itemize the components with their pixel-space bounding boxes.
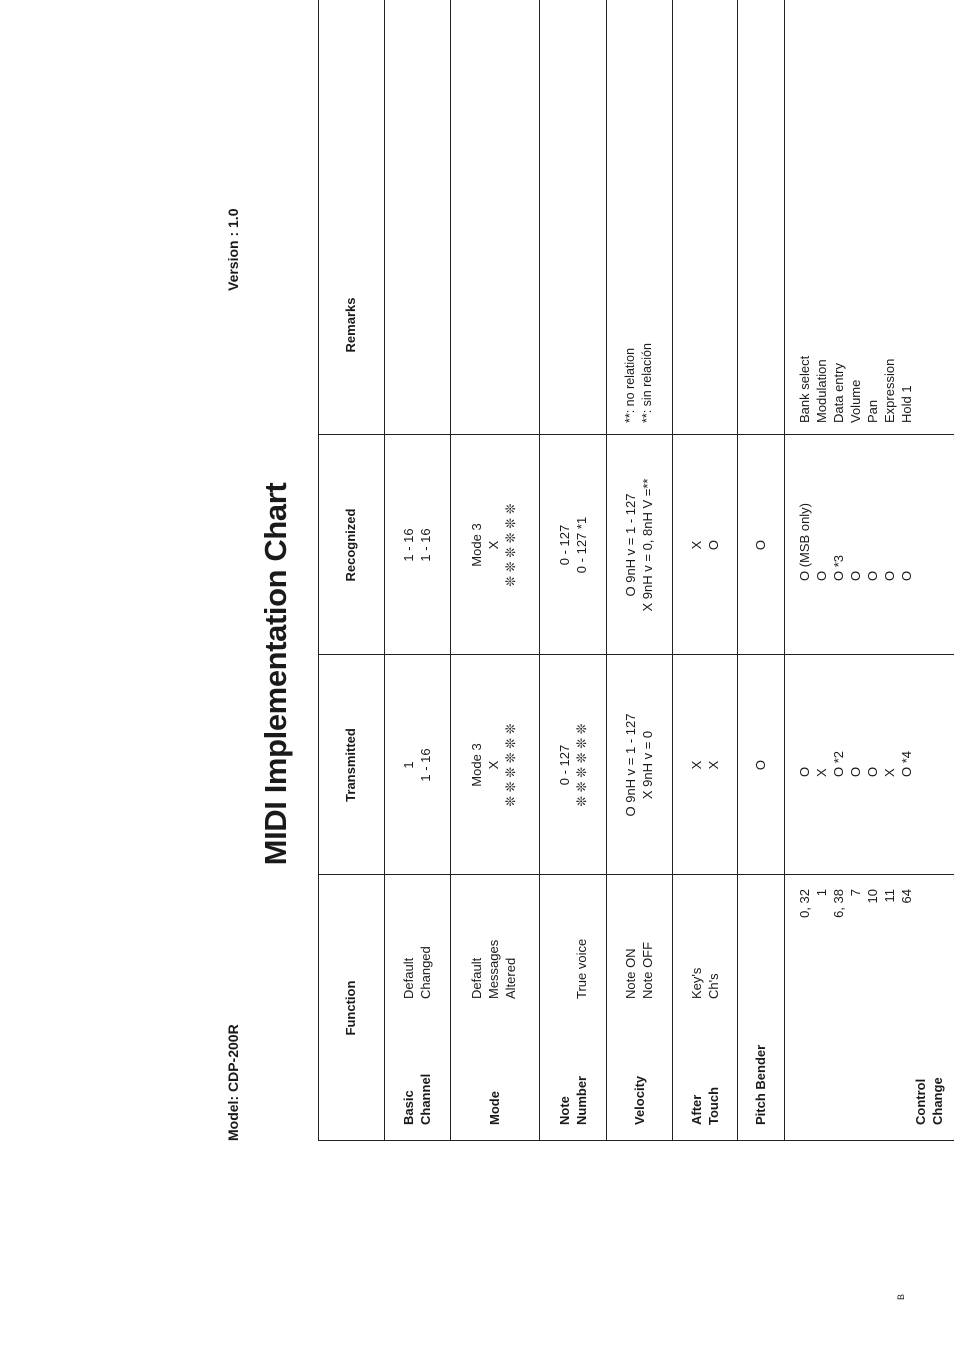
function-after-touch: Key's Ch's [689,967,721,999]
table-top-border [318,0,319,1141]
transmitted-pitch-bender: O [753,759,768,771]
row-divider [672,0,673,1141]
page-number: B [896,1293,906,1300]
transmitted-note-number: 0 - 127 ❊ ❊ ❊ ❊ ❊ ❊ [557,723,589,807]
transmitted-mode: Mode 3 X ❊ ❊ ❊ ❊ ❊ ❊ [469,723,518,807]
recognized-mode: Mode 3 X ❊ ❊ ❊ ❊ ❊ ❊ [469,503,518,587]
function-mode: Default Messages Altered [469,939,518,999]
transmitted-velocity: O 9nH v = 1 - 127 X 9nH v = 0 [623,713,655,817]
transmitted-control-change: O X O *2 O O X O *4 [797,750,914,777]
recognized-basic-channel: 1 - 16 1 - 16 [401,528,433,562]
function-velocity: Note ON Note OFF [623,941,655,999]
header-row-divider [384,0,385,1141]
row-label-after-touch: After Touch [689,1086,721,1125]
recognized-control-change: O (MSB only) O O *3 O O O O [797,502,914,581]
table-left-border [318,1140,954,1141]
row-label-mode: Mode [487,1091,502,1125]
transmitted-after-touch: X X [689,760,721,770]
row-label-velocity: Velocity [632,1075,647,1125]
recognized-pitch-bender: O [753,539,768,551]
row-divider [737,0,738,1141]
column-header-function: Function [343,980,358,1036]
row-label-pitch-bender: Pitch Bender [753,1044,768,1125]
model-label: Model: CDP-200R [225,1024,241,1141]
recognized-note-number: 0 - 127 0 - 127 *1 [557,516,589,574]
midi-implementation-table [318,0,954,1141]
row-label-note-number: Note Number [557,1075,589,1125]
row-label-control-change: Control Change [913,1077,945,1125]
remarks-control-change: Bank select Modulation Data entry Volume Pan Expression Hold 1 [797,355,914,423]
function-basic-channel: Default Changed [401,946,433,999]
row-divider [450,0,451,1141]
transmitted-basic-channel: 1 1 - 16 [401,748,433,782]
row-divider [606,0,607,1141]
remarks-velocity: **: no relation **: sin relación [623,343,654,423]
function-note-number: True voice [574,938,589,999]
row-divider [784,0,785,1141]
row-label-basic-channel: Basic Channel [401,1073,433,1125]
row-divider [539,0,540,1141]
column-header-remarks: Remarks [343,297,358,353]
recognized-velocity: O 9nH v = 1 - 127 X 9nH v = 0, 8nH V =** [623,478,655,612]
column-header-recognized: Recognized [343,508,358,582]
function-control-change-numbers: 0, 32 1 6, 38 7 10 11 64 [797,889,914,918]
page-title: MIDI Implementation Chart [258,482,293,866]
version-label: Version : 1.0 [225,208,241,291]
recognized-after-touch: X O [689,539,721,551]
column-header-transmitted: Transmitted [343,728,358,802]
